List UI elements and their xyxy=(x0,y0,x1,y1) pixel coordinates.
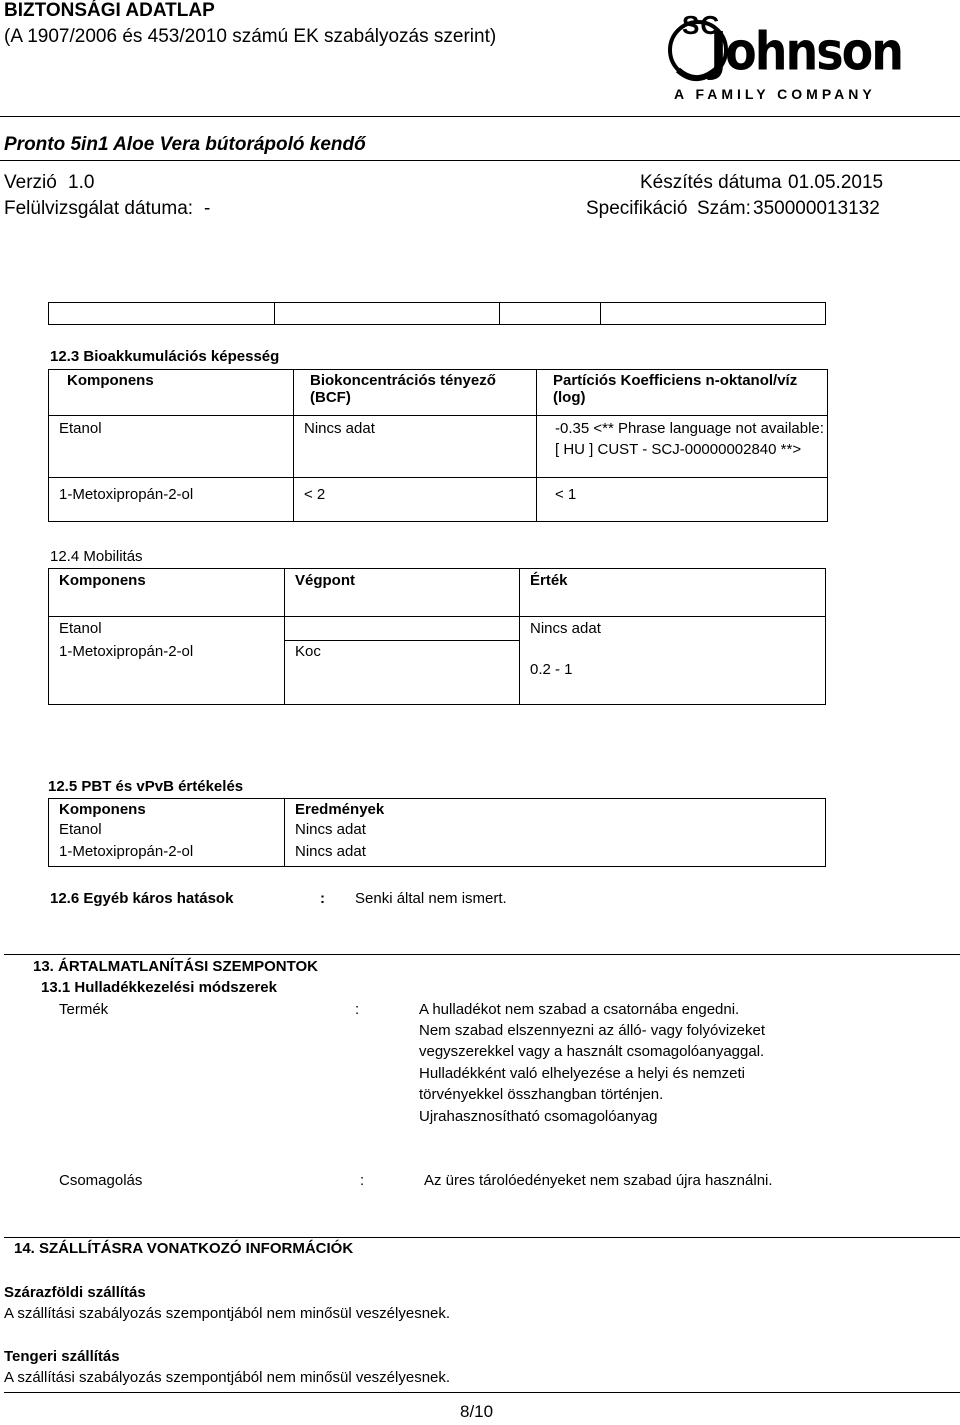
page-number: 8/10 xyxy=(460,1402,494,1421)
section-12-6-colon: : xyxy=(320,890,325,907)
component-name: Etanol xyxy=(59,620,102,637)
column-header: Komponens xyxy=(59,572,146,589)
table-header-row xyxy=(49,799,826,821)
table-row xyxy=(49,478,828,522)
component-name: 1-Metoxipropán-2-ol xyxy=(59,642,194,660)
log-value: -0.35 <** Phrase language not available: xyxy=(555,420,824,437)
section-12-6-label: 12.6 Egyéb káros hatások xyxy=(50,890,234,907)
column-header: Biokoncentrációs tényező xyxy=(310,372,496,389)
table-row xyxy=(49,821,826,843)
product-divider xyxy=(0,160,960,161)
result-value: Nincs adat xyxy=(295,820,366,838)
logo-johnson: Johnson xyxy=(710,20,902,83)
logo-sc: SC xyxy=(682,10,721,40)
sc-johnson-logo xyxy=(668,8,902,108)
bcf-value: < 2 xyxy=(304,486,326,503)
document-title: BIZTONSÁGI ADATLAP xyxy=(4,0,215,21)
product-colon: : xyxy=(355,1001,360,1018)
section-13-heading: 13. ÁRTALMATLANÍTÁSI SZEMPONTOK xyxy=(33,958,318,975)
revision-label: Felülvizsgálat dátuma: xyxy=(4,198,194,219)
product-name: Pronto 5in1 Aloe Vera bútorápoló kendő xyxy=(4,134,366,155)
disposal-line: törvényekkel összhangban történjen. xyxy=(419,1086,664,1103)
pbt-table xyxy=(48,798,826,867)
spec-label: Specifikáció xyxy=(586,198,688,219)
column-header: Végpont xyxy=(295,572,355,589)
continued-table-row xyxy=(48,302,826,325)
column-header: Komponens xyxy=(67,372,154,389)
result-value: Nincs adat xyxy=(295,842,366,860)
disposal-line: vegyszerekkel vagy a használt csomagolóanyaggal. xyxy=(419,1043,765,1060)
section-13-1-heading: 13.1 Hulladékkezelési módszerek xyxy=(41,979,277,996)
section-12-6-value: Senki által nem ismert. xyxy=(355,890,507,907)
disposal-line: Ujrahasznosítható csomagolóanyag xyxy=(419,1108,658,1125)
date-value: 01.05.2015 xyxy=(788,172,884,193)
bioaccumulation-table xyxy=(48,369,828,522)
spec-label-2: Szám: xyxy=(697,198,751,219)
table-row xyxy=(49,641,826,705)
section-13-divider xyxy=(4,954,960,955)
table-row xyxy=(49,843,826,867)
section-14-divider xyxy=(4,1237,960,1238)
component-name: 1-Metoxipropán-2-ol xyxy=(59,486,194,503)
component-name: Etanol xyxy=(59,420,102,437)
disposal-line: Hulladékként való elhelyezése a helyi és nemzeti xyxy=(419,1065,746,1082)
table-header-row xyxy=(49,370,828,416)
header-divider xyxy=(0,116,960,117)
version-label: Verzió xyxy=(4,172,57,193)
section-12-3-heading: 12.3 Bioakkumulációs képesség xyxy=(50,348,280,365)
column-header-cont: (BCF) xyxy=(310,389,351,406)
spec-number: 350000013132 xyxy=(753,198,880,219)
empty-cell xyxy=(275,303,500,325)
regulation-line: (A 1907/2006 és 453/2010 számú EK szabályozás szerint) xyxy=(4,26,497,47)
mobility-value: Nincs adat xyxy=(530,620,601,637)
log-value-cont: [ HU ] CUST - SCJ-00000002840 **> xyxy=(555,441,802,458)
mobility-value: 0.2 - 1 xyxy=(530,660,573,678)
component-name: 1-Metoxipropán-2-ol xyxy=(59,842,194,860)
section-12-4-heading: 12.4 Mobilitás xyxy=(50,548,143,565)
packaging-label: Csomagolás xyxy=(59,1172,143,1189)
table-row xyxy=(49,617,826,641)
date-label: Készítés dátuma xyxy=(640,172,782,193)
sea-transport-text: A szállítási szabályozás szempontjából nem minősül veszélyesnek. xyxy=(4,1369,451,1386)
section-12-5-heading: 12.5 PBT és vPvB értékelés xyxy=(48,778,244,795)
endpoint-value: Koc xyxy=(295,643,321,660)
land-transport-text: A szállítási szabályozás szempontjából nem minősül veszélyesnek. xyxy=(4,1305,451,1322)
empty-cell xyxy=(601,303,826,325)
column-header: Komponens xyxy=(59,801,146,818)
section-14-heading: 14. SZÁLLÍTÁSRA VONATKOZÓ INFORMÁCIÓK xyxy=(14,1240,354,1257)
disposal-line: Nem szabad elszennyezni az álló- vagy folyóvizeket xyxy=(419,1022,766,1039)
log-value: < 1 xyxy=(555,486,577,503)
table-row xyxy=(49,416,828,478)
packaging-colon: : xyxy=(360,1172,365,1189)
column-header: Eredmények xyxy=(295,801,385,818)
empty-cell xyxy=(49,303,275,325)
bcf-value: Nincs adat xyxy=(304,420,375,437)
packaging-value: Az üres tárolóedényeket nem szabad újra használni. xyxy=(424,1172,773,1189)
disposal-line: A hulladékot nem szabad a csatornába engedni. xyxy=(419,1001,740,1018)
revision-value: - xyxy=(204,198,211,219)
column-header: Érték xyxy=(530,572,568,589)
component-name: Etanol xyxy=(59,820,102,838)
footer-divider xyxy=(4,1392,960,1393)
empty-cell xyxy=(500,303,601,325)
sea-transport-title: Tengeri szállítás xyxy=(4,1348,120,1365)
column-header: Partíciós Koefficiens n-oktanol/víz (log) xyxy=(553,372,798,406)
land-transport-title: Szárazföldi szállítás xyxy=(4,1284,146,1301)
mobility-table xyxy=(48,568,826,705)
product-label: Termék xyxy=(59,1001,109,1018)
logo-tagline: A FAMILY COMPANY xyxy=(674,86,876,102)
version-value: 1.0 xyxy=(68,172,95,193)
table-header-row xyxy=(49,569,826,617)
